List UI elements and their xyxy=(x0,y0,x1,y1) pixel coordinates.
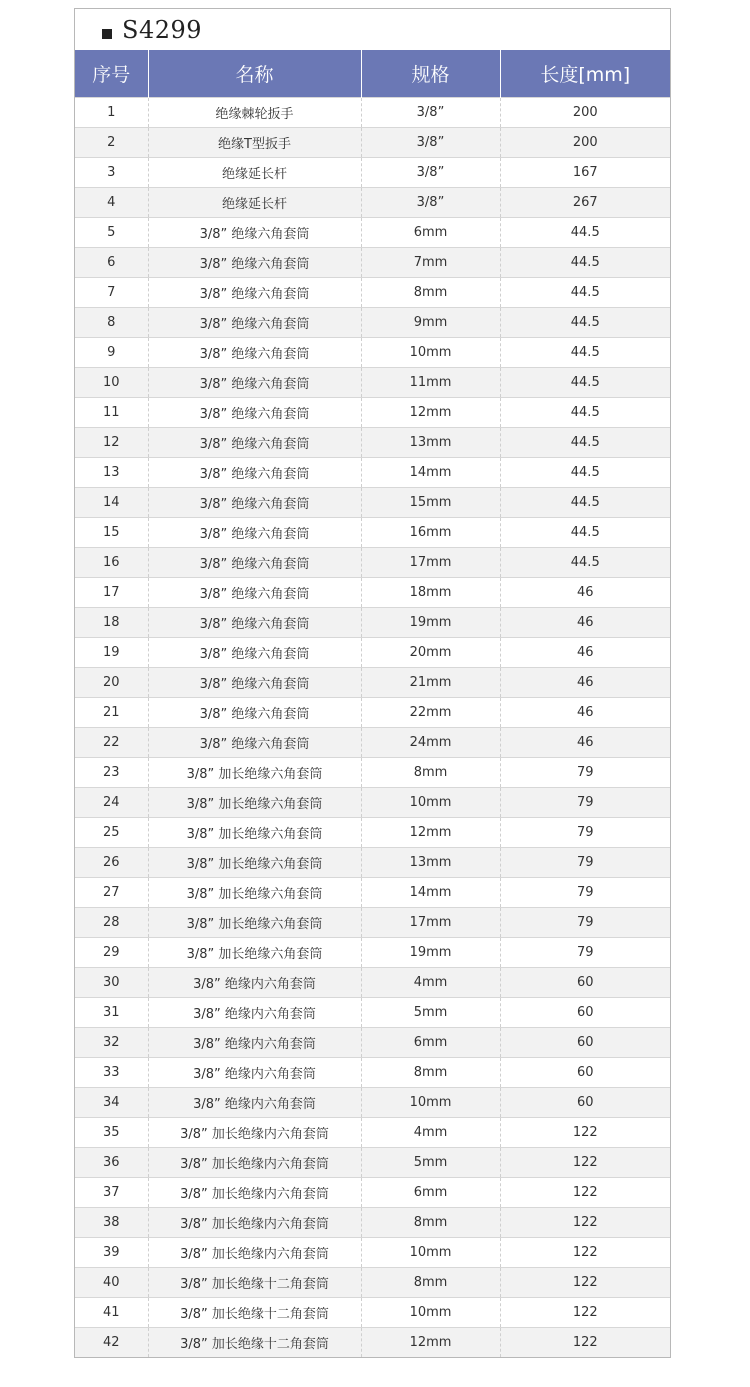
item-name-cell: 3/8” 绝缘六角套筒 xyxy=(148,218,361,248)
item-name-cell: 3/8” 绝缘六角套筒 xyxy=(148,488,361,518)
table-row xyxy=(75,488,670,518)
length-cell: 44.5 xyxy=(500,458,670,488)
spec-cell: 22mm xyxy=(361,698,500,728)
item-name-cell: 3/8” 绝缘内六角套筒 xyxy=(148,968,361,998)
spec-cell: 4mm xyxy=(361,968,500,998)
square-bullet-icon xyxy=(102,29,112,39)
table-row xyxy=(75,1328,670,1358)
row-index-cell: 40 xyxy=(75,1268,148,1298)
item-name-cell: 3/8” 加长绝缘十二角套筒 xyxy=(148,1298,361,1328)
row-index-cell: 18 xyxy=(75,608,148,638)
length-cell: 44.5 xyxy=(500,248,670,278)
item-name-cell: 3/8” 加长绝缘六角套筒 xyxy=(148,848,361,878)
row-index-cell: 25 xyxy=(75,818,148,848)
row-index-cell: 3 xyxy=(75,158,148,188)
item-name-cell: 3/8” 绝缘六角套筒 xyxy=(148,668,361,698)
spec-table-panel xyxy=(74,8,671,1358)
length-cell: 46 xyxy=(500,668,670,698)
row-index-cell: 12 xyxy=(75,428,148,458)
length-cell: 46 xyxy=(500,638,670,668)
length-cell: 122 xyxy=(500,1118,670,1148)
length-cell: 122 xyxy=(500,1178,670,1208)
length-cell: 79 xyxy=(500,788,670,818)
length-cell: 122 xyxy=(500,1268,670,1298)
spec-cell: 17mm xyxy=(361,908,500,938)
spec-cell: 6mm xyxy=(361,1028,500,1058)
row-index-cell: 6 xyxy=(75,248,148,278)
row-index-cell: 19 xyxy=(75,638,148,668)
item-name-cell: 3/8” 加长绝缘六角套筒 xyxy=(148,908,361,938)
item-name-cell: 3/8” 加长绝缘六角套筒 xyxy=(148,878,361,908)
row-index-cell: 2 xyxy=(75,128,148,158)
spec-cell: 3/8” xyxy=(361,128,500,158)
table-row xyxy=(75,698,670,728)
table-row xyxy=(75,638,670,668)
length-cell: 44.5 xyxy=(500,488,670,518)
table-body xyxy=(75,98,670,1358)
column-header-name: 名称 xyxy=(148,50,361,98)
spec-cell: 18mm xyxy=(361,578,500,608)
length-cell: 60 xyxy=(500,1058,670,1088)
item-name-cell: 3/8” 绝缘内六角套筒 xyxy=(148,1058,361,1088)
row-index-cell: 42 xyxy=(75,1328,148,1358)
spec-cell: 10mm xyxy=(361,1088,500,1118)
table-row xyxy=(75,218,670,248)
row-index-cell: 11 xyxy=(75,398,148,428)
table-row xyxy=(75,1148,670,1178)
spec-cell: 12mm xyxy=(361,818,500,848)
length-cell: 44.5 xyxy=(500,278,670,308)
spec-cell: 10mm xyxy=(361,1298,500,1328)
spec-cell: 5mm xyxy=(361,1148,500,1178)
row-index-cell: 35 xyxy=(75,1118,148,1148)
length-cell: 44.5 xyxy=(500,548,670,578)
item-name-cell: 3/8” 绝缘内六角套筒 xyxy=(148,1028,361,1058)
item-name-cell: 3/8” 绝缘六角套筒 xyxy=(148,638,361,668)
spec-cell: 6mm xyxy=(361,218,500,248)
length-cell: 267 xyxy=(500,188,670,218)
spec-cell: 13mm xyxy=(361,428,500,458)
table-row xyxy=(75,1118,670,1148)
item-name-cell: 3/8” 加长绝缘六角套筒 xyxy=(148,938,361,968)
table-row xyxy=(75,458,670,488)
table-row xyxy=(75,848,670,878)
table-row xyxy=(75,938,670,968)
table-row xyxy=(75,1028,670,1058)
item-name-cell: 3/8” 加长绝缘六角套筒 xyxy=(148,788,361,818)
spec-cell: 12mm xyxy=(361,1328,500,1358)
row-index-cell: 16 xyxy=(75,548,148,578)
spec-cell: 11mm xyxy=(361,368,500,398)
table-row xyxy=(75,968,670,998)
table-row xyxy=(75,758,670,788)
spec-cell: 12mm xyxy=(361,398,500,428)
row-index-cell: 22 xyxy=(75,728,148,758)
row-index-cell: 10 xyxy=(75,368,148,398)
spec-cell: 8mm xyxy=(361,758,500,788)
spec-cell: 8mm xyxy=(361,278,500,308)
column-header-index: 序号 xyxy=(75,50,148,98)
item-name-cell: 3/8” 绝缘六角套筒 xyxy=(148,608,361,638)
length-cell: 60 xyxy=(500,998,670,1028)
table-row xyxy=(75,578,670,608)
table-row xyxy=(75,1268,670,1298)
item-name-cell: 绝缘T型扳手 xyxy=(148,128,361,158)
row-index-cell: 28 xyxy=(75,908,148,938)
table-row xyxy=(75,1298,670,1328)
item-name-cell: 3/8” 加长绝缘内六角套筒 xyxy=(148,1148,361,1178)
length-cell: 122 xyxy=(500,1148,670,1178)
table-row xyxy=(75,278,670,308)
length-cell: 79 xyxy=(500,878,670,908)
spec-cell: 17mm xyxy=(361,548,500,578)
length-cell: 44.5 xyxy=(500,308,670,338)
item-name-cell: 绝缘棘轮扳手 xyxy=(148,98,361,128)
length-cell: 46 xyxy=(500,698,670,728)
table-row xyxy=(75,158,670,188)
table-row xyxy=(75,1088,670,1118)
length-cell: 200 xyxy=(500,98,670,128)
header-row xyxy=(75,50,670,98)
row-index-cell: 14 xyxy=(75,488,148,518)
row-index-cell: 32 xyxy=(75,1028,148,1058)
item-name-cell: 3/8” 绝缘六角套筒 xyxy=(148,308,361,338)
spec-cell: 10mm xyxy=(361,338,500,368)
length-cell: 46 xyxy=(500,578,670,608)
table-row xyxy=(75,248,670,278)
row-index-cell: 15 xyxy=(75,518,148,548)
length-cell: 44.5 xyxy=(500,218,670,248)
length-cell: 79 xyxy=(500,908,670,938)
length-cell: 122 xyxy=(500,1238,670,1268)
row-index-cell: 41 xyxy=(75,1298,148,1328)
row-index-cell: 30 xyxy=(75,968,148,998)
spec-cell: 13mm xyxy=(361,848,500,878)
length-cell: 122 xyxy=(500,1208,670,1238)
item-name-cell: 3/8” 绝缘六角套筒 xyxy=(148,398,361,428)
spec-cell: 9mm xyxy=(361,308,500,338)
row-index-cell: 13 xyxy=(75,458,148,488)
length-cell: 44.5 xyxy=(500,368,670,398)
table-row xyxy=(75,398,670,428)
item-name-cell: 3/8” 绝缘内六角套筒 xyxy=(148,1088,361,1118)
spec-cell: 14mm xyxy=(361,458,500,488)
spec-cell: 15mm xyxy=(361,488,500,518)
spec-cell: 20mm xyxy=(361,638,500,668)
table-row xyxy=(75,1058,670,1088)
spec-cell: 19mm xyxy=(361,938,500,968)
item-name-cell: 3/8” 绝缘六角套筒 xyxy=(148,248,361,278)
row-index-cell: 23 xyxy=(75,758,148,788)
row-index-cell: 33 xyxy=(75,1058,148,1088)
spec-cell: 8mm xyxy=(361,1058,500,1088)
length-cell: 60 xyxy=(500,1028,670,1058)
spec-cell: 5mm xyxy=(361,998,500,1028)
item-name-cell: 3/8” 加长绝缘内六角套筒 xyxy=(148,1178,361,1208)
row-index-cell: 34 xyxy=(75,1088,148,1118)
row-index-cell: 39 xyxy=(75,1238,148,1268)
table-row xyxy=(75,668,670,698)
length-cell: 60 xyxy=(500,1088,670,1118)
row-index-cell: 21 xyxy=(75,698,148,728)
spec-cell: 10mm xyxy=(361,1238,500,1268)
table-row xyxy=(75,128,670,158)
length-cell: 44.5 xyxy=(500,338,670,368)
length-cell: 79 xyxy=(500,818,670,848)
spec-cell: 8mm xyxy=(361,1268,500,1298)
spec-cell: 24mm xyxy=(361,728,500,758)
row-index-cell: 38 xyxy=(75,1208,148,1238)
table-row xyxy=(75,428,670,458)
table-row xyxy=(75,308,670,338)
length-cell: 200 xyxy=(500,128,670,158)
item-name-cell: 绝缘延长杆 xyxy=(148,188,361,218)
spec-cell: 19mm xyxy=(361,608,500,638)
item-name-cell: 3/8” 绝缘六角套筒 xyxy=(148,278,361,308)
item-name-cell: 3/8” 绝缘内六角套筒 xyxy=(148,998,361,1028)
table-row xyxy=(75,788,670,818)
length-cell: 46 xyxy=(500,608,670,638)
row-index-cell: 8 xyxy=(75,308,148,338)
table-row xyxy=(75,818,670,848)
length-cell: 60 xyxy=(500,968,670,998)
table-row xyxy=(75,998,670,1028)
table-row xyxy=(75,1178,670,1208)
spec-table xyxy=(75,50,670,1357)
spec-cell: 7mm xyxy=(361,248,500,278)
spec-cell: 8mm xyxy=(361,1208,500,1238)
spec-cell: 10mm xyxy=(361,788,500,818)
table-row xyxy=(75,908,670,938)
spec-cell: 21mm xyxy=(361,668,500,698)
row-index-cell: 24 xyxy=(75,788,148,818)
item-name-cell: 绝缘延长杆 xyxy=(148,158,361,188)
spec-cell: 14mm xyxy=(361,878,500,908)
row-index-cell: 7 xyxy=(75,278,148,308)
table-row xyxy=(75,368,670,398)
spec-cell: 3/8” xyxy=(361,188,500,218)
row-index-cell: 37 xyxy=(75,1178,148,1208)
table-row xyxy=(75,728,670,758)
table-row xyxy=(75,338,670,368)
length-cell: 79 xyxy=(500,848,670,878)
row-index-cell: 1 xyxy=(75,98,148,128)
spec-cell: 3/8” xyxy=(361,158,500,188)
item-name-cell: 3/8” 绝缘六角套筒 xyxy=(148,518,361,548)
table-row xyxy=(75,1238,670,1268)
table-title xyxy=(75,9,670,50)
length-cell: 122 xyxy=(500,1328,670,1358)
table-row xyxy=(75,518,670,548)
row-index-cell: 31 xyxy=(75,998,148,1028)
length-cell: 46 xyxy=(500,728,670,758)
spec-cell: 16mm xyxy=(361,518,500,548)
item-name-cell: 3/8” 绝缘六角套筒 xyxy=(148,338,361,368)
item-name-cell: 3/8” 绝缘六角套筒 xyxy=(148,698,361,728)
item-name-cell: 3/8” 绝缘六角套筒 xyxy=(148,578,361,608)
item-name-cell: 3/8” 加长绝缘十二角套筒 xyxy=(148,1268,361,1298)
row-index-cell: 26 xyxy=(75,848,148,878)
length-cell: 79 xyxy=(500,938,670,968)
length-cell: 167 xyxy=(500,158,670,188)
table-row xyxy=(75,1208,670,1238)
item-name-cell: 3/8” 加长绝缘六角套筒 xyxy=(148,818,361,848)
table-row xyxy=(75,98,670,128)
spec-cell: 6mm xyxy=(361,1178,500,1208)
item-name-cell: 3/8” 加长绝缘十二角套筒 xyxy=(148,1328,361,1358)
length-cell: 44.5 xyxy=(500,518,670,548)
row-index-cell: 9 xyxy=(75,338,148,368)
spec-cell: 3/8” xyxy=(361,98,500,128)
row-index-cell: 36 xyxy=(75,1148,148,1178)
length-cell: 79 xyxy=(500,758,670,788)
item-name-cell: 3/8” 加长绝缘内六角套筒 xyxy=(148,1238,361,1268)
model-number: S4299 xyxy=(122,15,203,44)
row-index-cell: 5 xyxy=(75,218,148,248)
item-name-cell: 3/8” 绝缘六角套筒 xyxy=(148,458,361,488)
length-cell: 44.5 xyxy=(500,398,670,428)
row-index-cell: 20 xyxy=(75,668,148,698)
length-cell: 44.5 xyxy=(500,428,670,458)
item-name-cell: 3/8” 绝缘六角套筒 xyxy=(148,548,361,578)
column-header-length: 长度[mm] xyxy=(500,50,670,98)
column-header-spec: 规格 xyxy=(361,50,500,98)
row-index-cell: 17 xyxy=(75,578,148,608)
table-row xyxy=(75,608,670,638)
table-row xyxy=(75,548,670,578)
item-name-cell: 3/8” 加长绝缘内六角套筒 xyxy=(148,1208,361,1238)
item-name-cell: 3/8” 绝缘六角套筒 xyxy=(148,728,361,758)
item-name-cell: 3/8” 加长绝缘六角套筒 xyxy=(148,758,361,788)
table-row xyxy=(75,878,670,908)
item-name-cell: 3/8” 绝缘六角套筒 xyxy=(148,428,361,458)
row-index-cell: 29 xyxy=(75,938,148,968)
item-name-cell: 3/8” 加长绝缘内六角套筒 xyxy=(148,1118,361,1148)
row-index-cell: 4 xyxy=(75,188,148,218)
spec-cell: 4mm xyxy=(361,1118,500,1148)
item-name-cell: 3/8” 绝缘六角套筒 xyxy=(148,368,361,398)
row-index-cell: 27 xyxy=(75,878,148,908)
table-row xyxy=(75,188,670,218)
length-cell: 122 xyxy=(500,1298,670,1328)
